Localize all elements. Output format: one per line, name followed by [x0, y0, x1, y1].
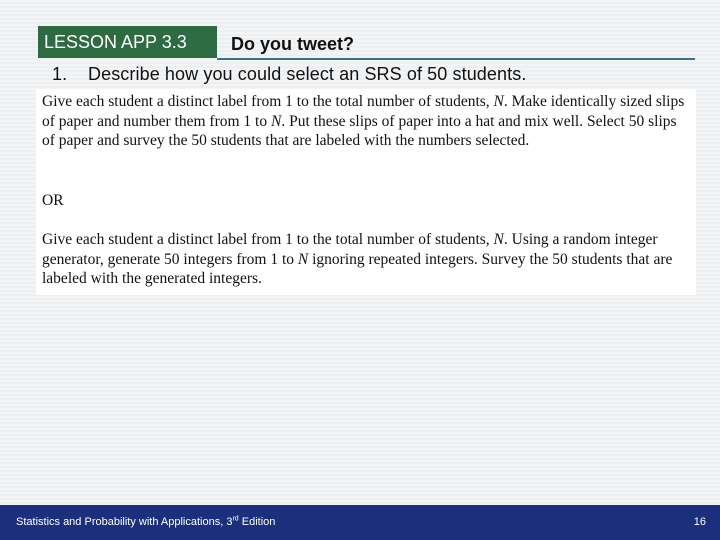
- answer-text: Give each student a distinct label from 1 to the total number of students,: [42, 93, 494, 110]
- lesson-label: LESSON APP 3.3: [38, 26, 217, 58]
- footer-text-edition: Edition: [238, 516, 276, 528]
- footer-superscript: rd: [232, 515, 239, 523]
- answer-paragraph-2: [42, 230, 692, 289]
- answer-box: [36, 89, 696, 295]
- question-text: Describe how you could select an SRS of 50 students.: [88, 64, 527, 84]
- answer-text: ignoring repeated integers. Survey the 50 students that are labeled with the generated integers.: [42, 250, 673, 287]
- footer-bar: [0, 505, 720, 540]
- variable-n: N: [493, 93, 504, 110]
- answer-text: . Put these slips of paper into a hat and mix well. Select 50 slips of paper and survey the 50 students that are labeled with the numbers selected.: [42, 112, 677, 149]
- variable-n: N: [297, 250, 309, 268]
- question-item: [52, 64, 526, 85]
- variable-n: N: [271, 112, 282, 130]
- title-divider: [217, 58, 695, 60]
- footer-text-main: Statistics and Probability with Applications, 3: [16, 516, 233, 528]
- answer-text: Give each student a distinct label from 1 to the total number of students,: [42, 231, 494, 248]
- page-number: 16: [693, 516, 706, 528]
- answer-text: . Using a random integer generator, generate 50 integers from 1 to: [42, 231, 658, 268]
- or-separator: OR: [42, 192, 64, 209]
- answer-paragraph-1: [42, 92, 692, 151]
- slide-title: Do you tweet?: [231, 34, 355, 54]
- question-number: 1.: [52, 64, 68, 84]
- footer-title: [16, 505, 275, 540]
- answer-text: . Make identically sized slips of paper and number them from 1 to: [42, 93, 685, 130]
- variable-n: N: [493, 231, 504, 248]
